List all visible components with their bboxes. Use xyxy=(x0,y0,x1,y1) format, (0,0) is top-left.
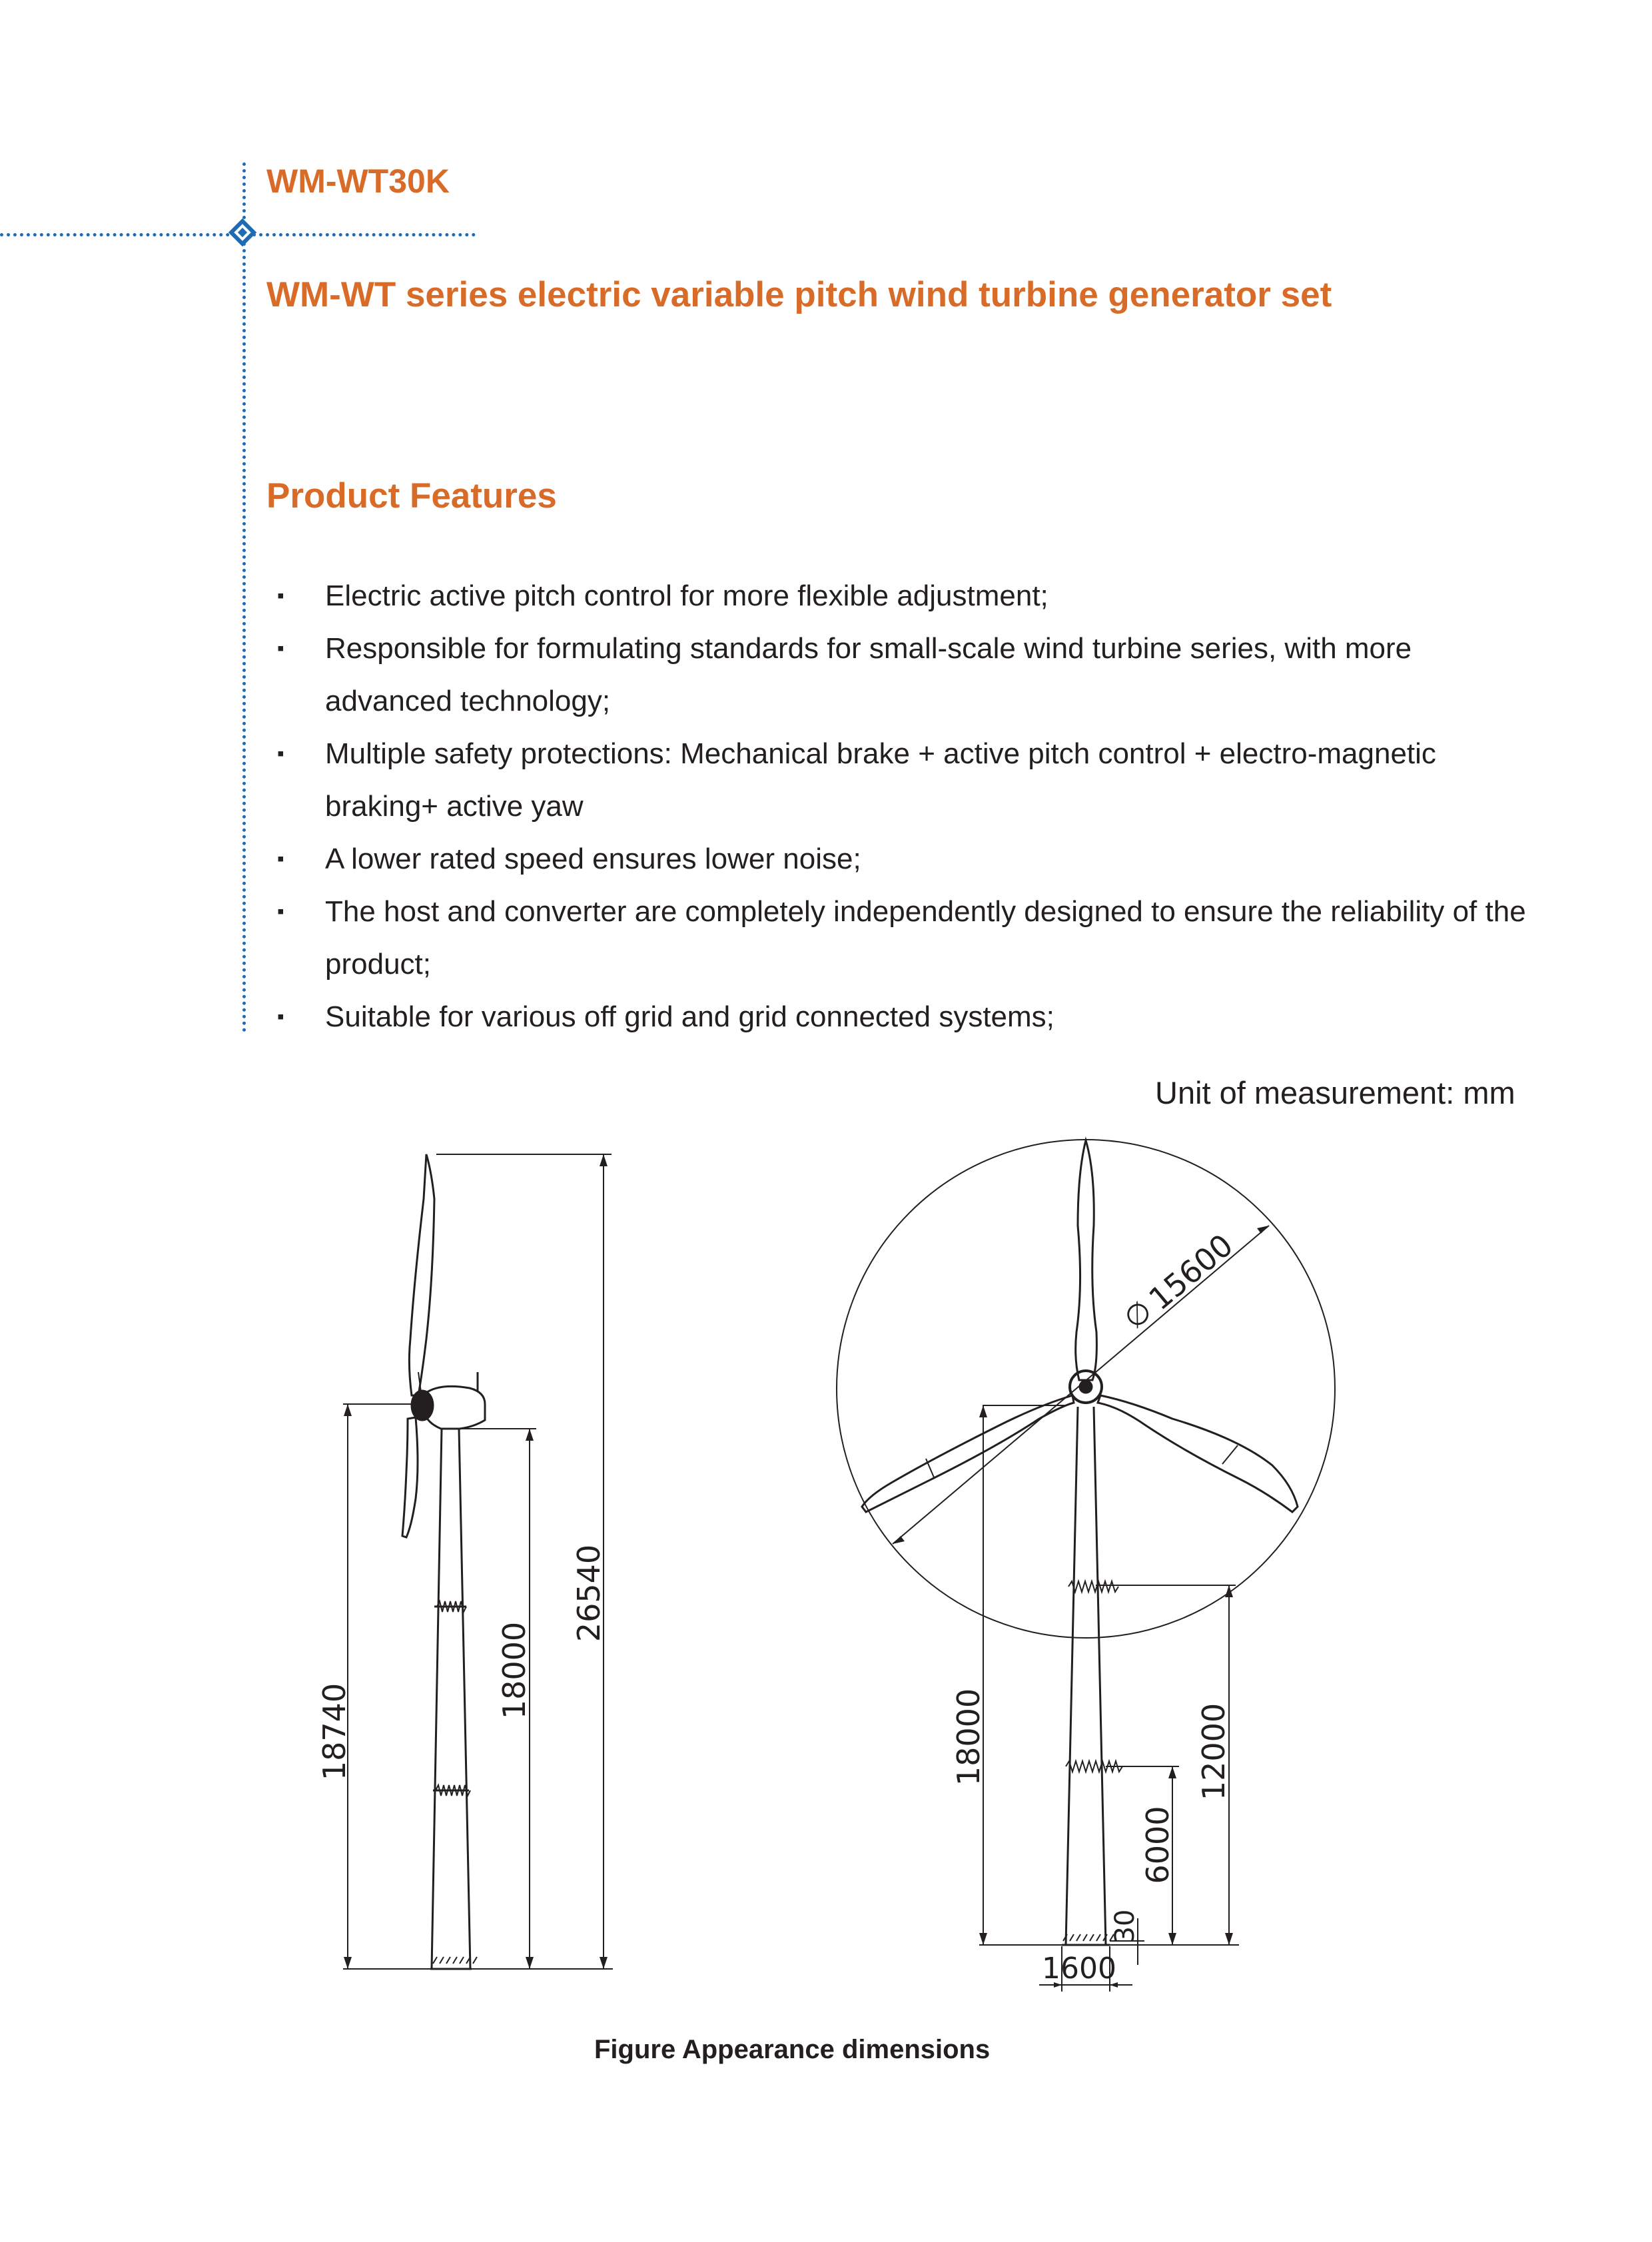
figure-caption: Figure Appearance dimensions xyxy=(594,2035,991,2064)
side-blade-upper xyxy=(409,1154,434,1395)
dim-foundation-offset: 30 xyxy=(1110,1909,1140,1944)
bullet-icon: ▪ xyxy=(277,585,284,607)
front-tower xyxy=(1062,1407,1110,1945)
front-blade-right xyxy=(1098,1395,1298,1512)
feature-text: Responsible for formulating standards for small-scale wind turbine series, with more advanced technology; xyxy=(325,632,1412,717)
bullet-icon: ▪ xyxy=(277,848,284,870)
feature-text: A lower rated speed ensures lower noise; xyxy=(325,843,861,875)
feature-text: Suitable for various off grid and grid connected systems; xyxy=(325,1000,1054,1033)
bullet-icon: ▪ xyxy=(277,1006,284,1028)
front-blade-up xyxy=(1076,1140,1097,1380)
dim-front-section-lower: 6000 xyxy=(1140,1806,1176,1884)
dim-front-section-upper: 12000 xyxy=(1196,1702,1232,1801)
dim-rotor-diameter: 15600 xyxy=(1142,1227,1240,1317)
feature-text: Multiple safety protections: Mechanical brake + active pitch control + electro-magnetic braking+ active yaw xyxy=(325,737,1436,823)
features-heading: Product Features xyxy=(266,476,557,516)
dim-diameter-symbol: ∅ xyxy=(1117,1294,1159,1336)
dim-side-hub-height: 18740 xyxy=(316,1682,352,1781)
front-view xyxy=(837,1140,1335,1992)
dim-side-tower-height: 18000 xyxy=(496,1621,532,1720)
feature-text: The host and converter are completely independently designed to ensure the reliability of the product; xyxy=(325,895,1526,980)
side-blade-lower xyxy=(402,1417,418,1537)
dim-side-total-height: 26540 xyxy=(571,1544,607,1643)
bullet-icon: ▪ xyxy=(277,743,284,765)
front-blade-left xyxy=(862,1395,1074,1512)
bullet-icon: ▪ xyxy=(277,637,284,659)
model-title: WM-WT30K xyxy=(266,163,450,200)
side-tower xyxy=(430,1429,472,1969)
bullet-icon: ▪ xyxy=(277,901,284,923)
dim-base-width: 1600 xyxy=(1042,1952,1116,1986)
series-subtitle: WM-WT series electric variable pitch wind turbine generator set xyxy=(266,275,1332,314)
feature-text: Electric active pitch control for more flexible adjustment; xyxy=(325,579,1048,612)
front-flange-upper xyxy=(1068,1581,1118,1592)
dim-front-tower-height: 18000 xyxy=(951,1688,987,1786)
unit-label: Unit of measurement: mm xyxy=(1155,1075,1515,1110)
